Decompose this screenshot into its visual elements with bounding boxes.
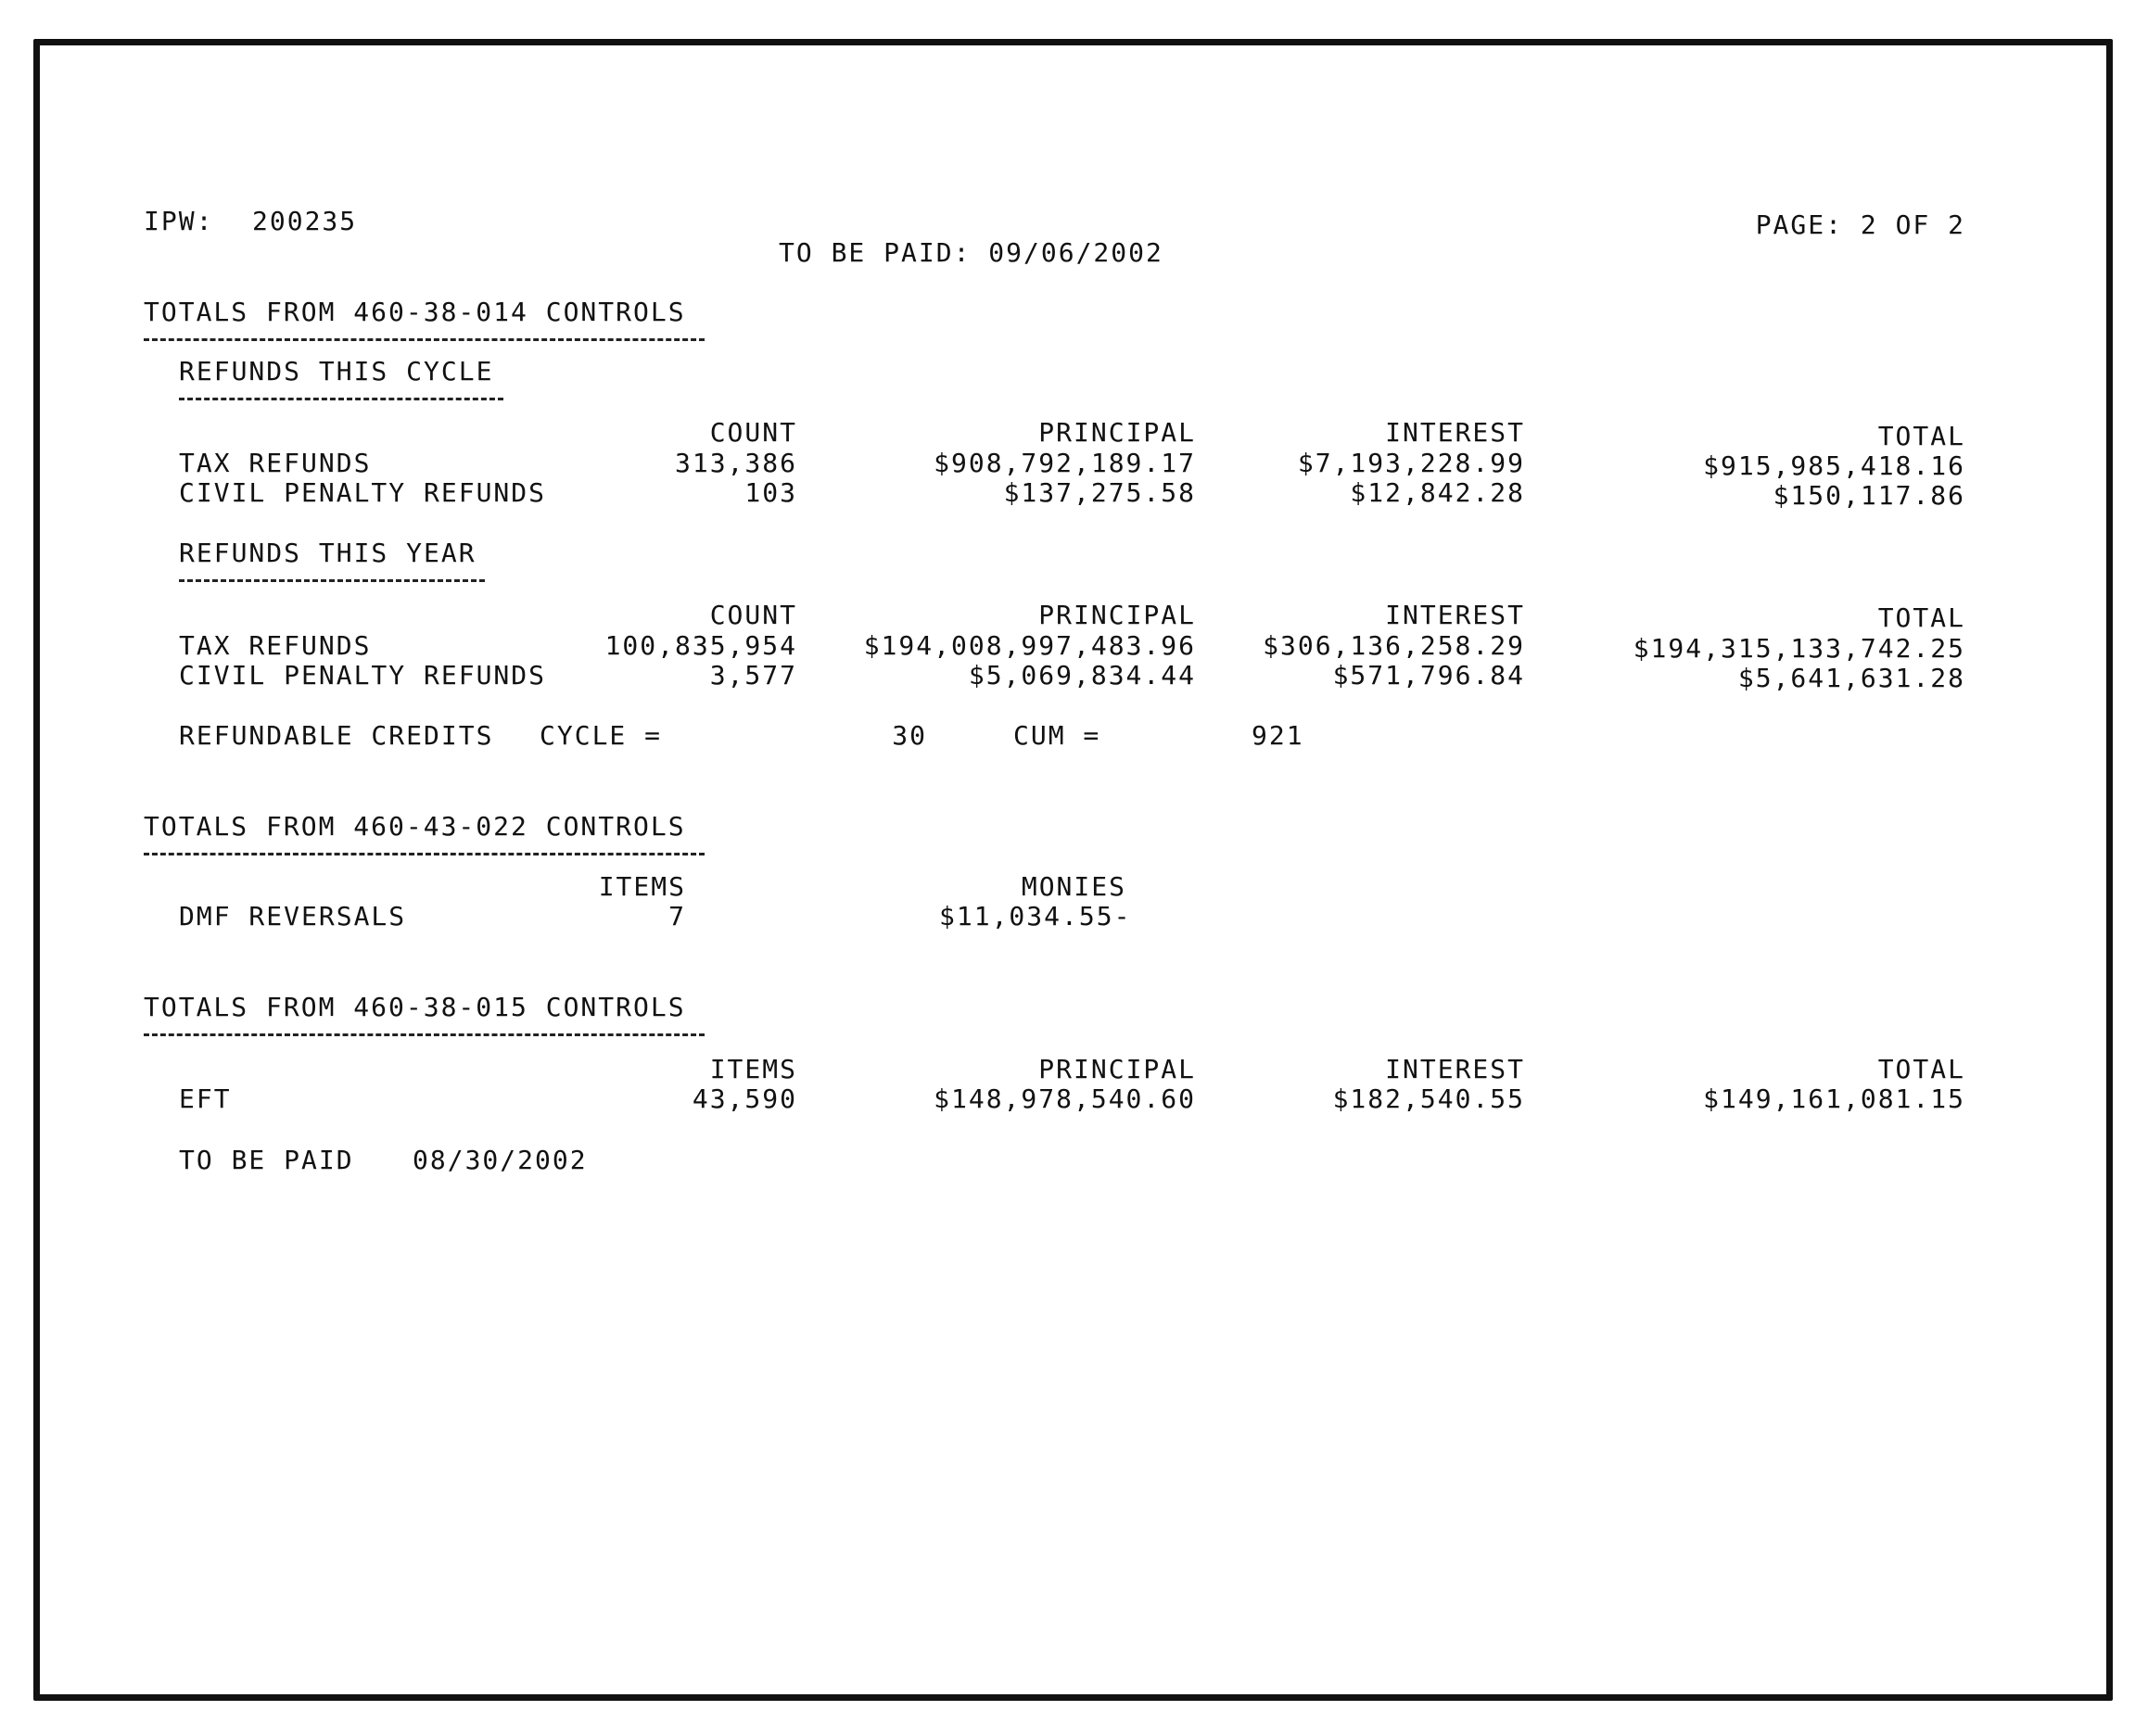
to-be-paid-footer-label: TO BE PAID xyxy=(179,1145,354,1175)
refundable-credits-label: REFUNDABLE CREDITS xyxy=(179,720,494,751)
dmf-reversals-monies: $11,034.55- xyxy=(939,901,1132,931)
dmf-reversals-label: DMF REVERSALS xyxy=(179,901,407,931)
cycle-col-principal: PRINCIPAL xyxy=(1038,417,1196,448)
dmf-reversals-items: 7 xyxy=(668,901,686,931)
eft-items: 43,590 xyxy=(692,1083,797,1114)
section2-col-monies: MONIES xyxy=(1021,871,1126,902)
section1-title: TOTALS FROM 460-38-014 CONTROLS xyxy=(144,297,686,327)
page-indicator: PAGE: 2 OF 2 xyxy=(1755,209,1965,240)
year-row-civil-label: CIVIL PENALTY REFUNDS xyxy=(179,660,547,691)
cycle-row-tax-interest: $7,193,228.99 xyxy=(1297,448,1525,478)
cycle-row-civil-principal: $137,275.58 xyxy=(1003,477,1196,508)
year-row-civil-count: 3,577 xyxy=(709,660,797,691)
section2-underline xyxy=(144,853,705,855)
section3-col-items: ITEMS xyxy=(709,1054,797,1084)
credits-cycle-value: 30 xyxy=(892,720,927,751)
cycle-underline xyxy=(179,398,503,400)
cycle-col-total: TOTAL xyxy=(1877,421,1965,451)
year-row-tax-principal: $194,008,997,483.96 xyxy=(863,630,1196,661)
to-be-paid-header: TO BE PAID: 09/06/2002 xyxy=(779,237,1163,268)
year-col-principal: PRINCIPAL xyxy=(1038,600,1196,630)
year-row-tax-count: 100,835,954 xyxy=(604,630,797,661)
section3-underline xyxy=(144,1033,705,1036)
section3-title: TOTALS FROM 460-38-015 CONTROLS xyxy=(144,992,686,1022)
cycle-row-civil-interest: $12,842.28 xyxy=(1350,477,1525,508)
eft-total: $149,161,081.15 xyxy=(1703,1083,1965,1114)
ipw-value: 200235 xyxy=(252,206,358,236)
cycle-row-civil-count: 103 xyxy=(744,477,797,508)
eft-principal: $148,978,540.60 xyxy=(934,1083,1196,1114)
cycle-row-civil-label: CIVIL PENALTY REFUNDS xyxy=(179,477,547,508)
year-row-civil-total: $5,641,631.28 xyxy=(1737,663,1965,693)
section2-title: TOTALS FROM 460-43-022 CONTROLS xyxy=(144,811,686,842)
credits-cycle-label: CYCLE = xyxy=(540,720,663,751)
cycle-row-tax-count: 313,386 xyxy=(674,448,797,478)
credits-cum-label: CUM = xyxy=(1013,720,1101,751)
year-col-count: COUNT xyxy=(709,600,797,630)
year-row-civil-interest: $571,796.84 xyxy=(1332,660,1525,691)
year-col-total: TOTAL xyxy=(1877,602,1965,633)
cycle-row-civil-total: $150,117.86 xyxy=(1773,480,1965,511)
year-col-interest: INTEREST xyxy=(1385,600,1525,630)
cycle-subtitle: REFUNDS THIS CYCLE xyxy=(179,356,494,386)
section3-col-total: TOTAL xyxy=(1877,1054,1965,1084)
section3-col-principal: PRINCIPAL xyxy=(1038,1054,1196,1084)
eft-interest: $182,540.55 xyxy=(1332,1083,1525,1114)
year-row-civil-principal: $5,069,834.44 xyxy=(968,660,1196,691)
credits-cum-value: 921 xyxy=(1252,720,1304,751)
year-underline xyxy=(179,579,485,582)
year-row-tax-interest: $306,136,258.29 xyxy=(1263,630,1525,661)
section1-underline xyxy=(144,338,705,341)
cycle-col-count: COUNT xyxy=(709,417,797,448)
year-row-tax-total: $194,315,133,742.25 xyxy=(1633,633,1965,664)
to-be-paid-footer-date: 08/30/2002 xyxy=(413,1145,588,1175)
cycle-col-interest: INTEREST xyxy=(1385,417,1525,448)
ipw-label: IPW: xyxy=(144,206,214,236)
year-row-tax-label: TAX REFUNDS xyxy=(179,630,372,661)
cycle-row-tax-total: $915,985,418.16 xyxy=(1703,450,1965,481)
eft-label: EFT xyxy=(179,1083,232,1114)
cycle-row-tax-label: TAX REFUNDS xyxy=(179,448,372,478)
report-frame xyxy=(33,39,2113,1701)
cycle-row-tax-principal: $908,792,189.17 xyxy=(934,448,1196,478)
section3-col-interest: INTEREST xyxy=(1385,1054,1525,1084)
year-subtitle: REFUNDS THIS YEAR xyxy=(179,538,477,568)
section2-col-items: ITEMS xyxy=(598,871,686,902)
